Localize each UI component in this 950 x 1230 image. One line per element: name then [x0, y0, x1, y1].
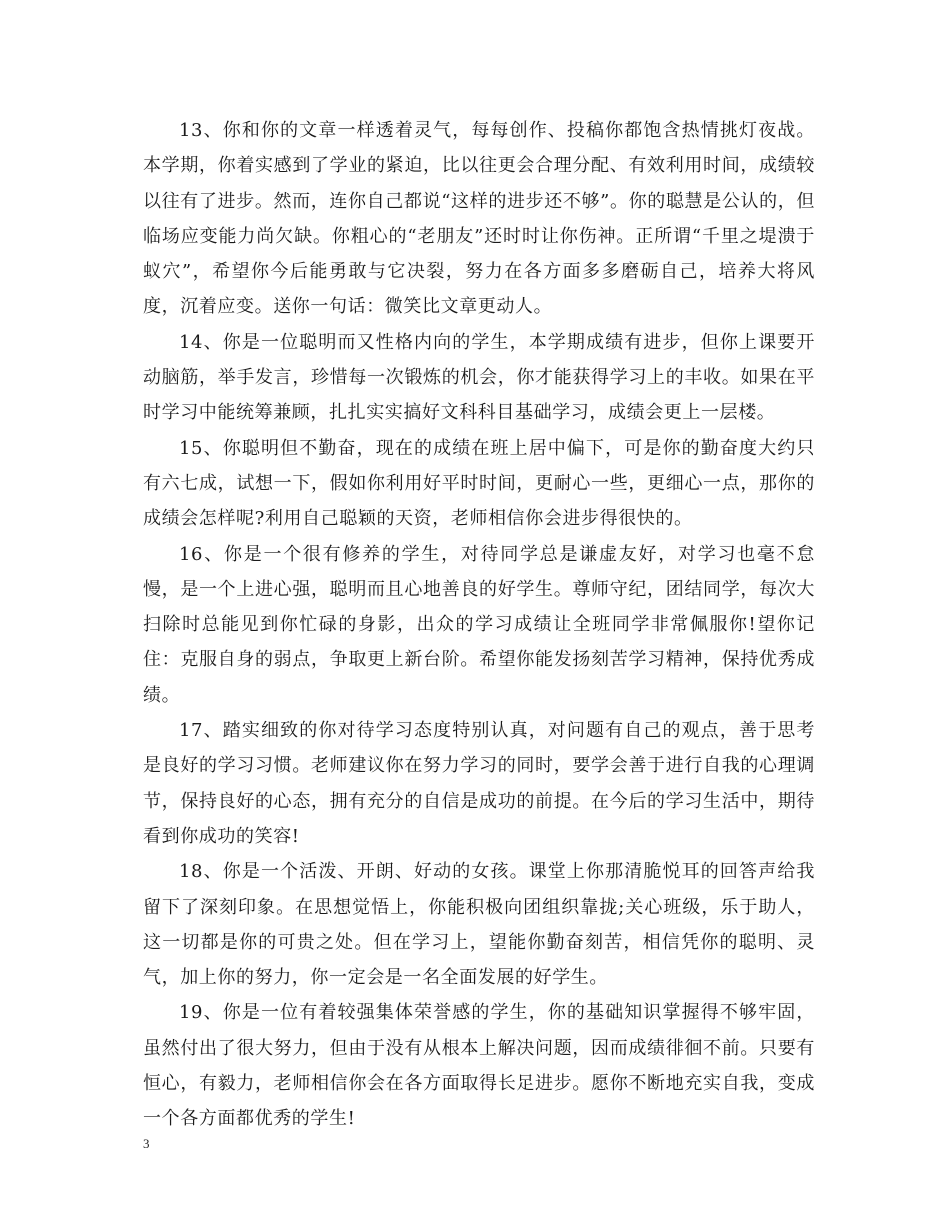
document-body	[143, 113, 815, 1137]
comment-paragraph-15: 15、你聪明但不勤奋，现在的成绩在班上居中偏下，可是你的勤奋度大约只有六七成，试想一下，假如你利用好平时时间，更耐心一些，更细心一点，那你的成绩会怎样呢?利用自己聪颖的天资，老师相信你会进步得很快的。	[143, 437, 815, 530]
comment-paragraph-13: 13、你和你的文章一样透着灵气，每每创作、投稿你都饱含热情挑灯夜战。本学期，你着实感到了学业的紧迫，比以往更会合理分配、有效利用时间，成绩较以往有了进步。然而，连你自己都说“这样的进步还不够”。你的聪慧是公认的，但临场应变能力尚欠缺。你粗心的“老朋友”还时时让你伤神。正所谓“千里之堤溃于蚁穴”，希望你今后能勇敢与它决裂，努力在各方面多多磨砺自己，培养大将风度，沉着应变。送你一句话：微笑比文章更动人。	[143, 120, 815, 318]
comment-paragraph-14: 14、你是一位聪明而又性格内向的学生，本学期成绩有进步，但你上课要开动脑筋，举手发言，珍惜每一次锻炼的机会，你才能获得学习上的丰收。如果在平时学习中能统筹兼顾，扎扎实实搞好文科科目基础学习，成绩会更上一层楼。	[143, 331, 815, 424]
comment-paragraph-19: 19、你是一位有着较强集体荣誉感的学生，你的基础知识掌握得不够牢固，虽然付出了很大努力，但由于没有从根本上解决问题，因而成绩徘徊不前。只要有恒心，有毅力，老师相信你会在各方面取得长足进步。愿你不断地充实自我，变成一个各方面都优秀的学生!	[143, 1002, 815, 1130]
comment-paragraph-18: 18、你是一个活泼、开朗、好动的女孩。课堂上你那清脆悦耳的回答声给我留下了深刻印象。在思想觉悟上，你能积极向团组织靠拢;关心班级，乐于助人，这一切都是你的可贵之处。但在学习上，望能你勤奋刻苦，相信凭你的聪明、灵气，加上你的努力，你一定会是一名全面发展的好学生。	[143, 861, 815, 989]
comment-paragraph-17: 17、踏实细致的你对待学习态度特别认真，对问题有自己的观点，善于思考是良好的学习习惯。老师建议你在努力学习的同时，要学会善于进行自我的心理调节，保持良好的心态，拥有充分的自信是成功的前提。在今后的学习生活中，期待看到你成功的笑容!	[143, 720, 815, 847]
page-number: 3	[143, 1136, 150, 1151]
comment-paragraph-16: 16、你是一个很有修养的学生，对待同学总是谦虚友好，对学习也毫不怠慢，是一个上进心强，聪明而且心地善良的好学生。尊师守纪，团结同学，每次大扫除时总能见到你忙碌的身影，出众的学习成绩让全班同学非常佩服你!望你记住：克服自身的弱点，争取更上新台阶。希望你能发扬刻苦学习精神，保持优秀成绩。	[143, 543, 815, 706]
